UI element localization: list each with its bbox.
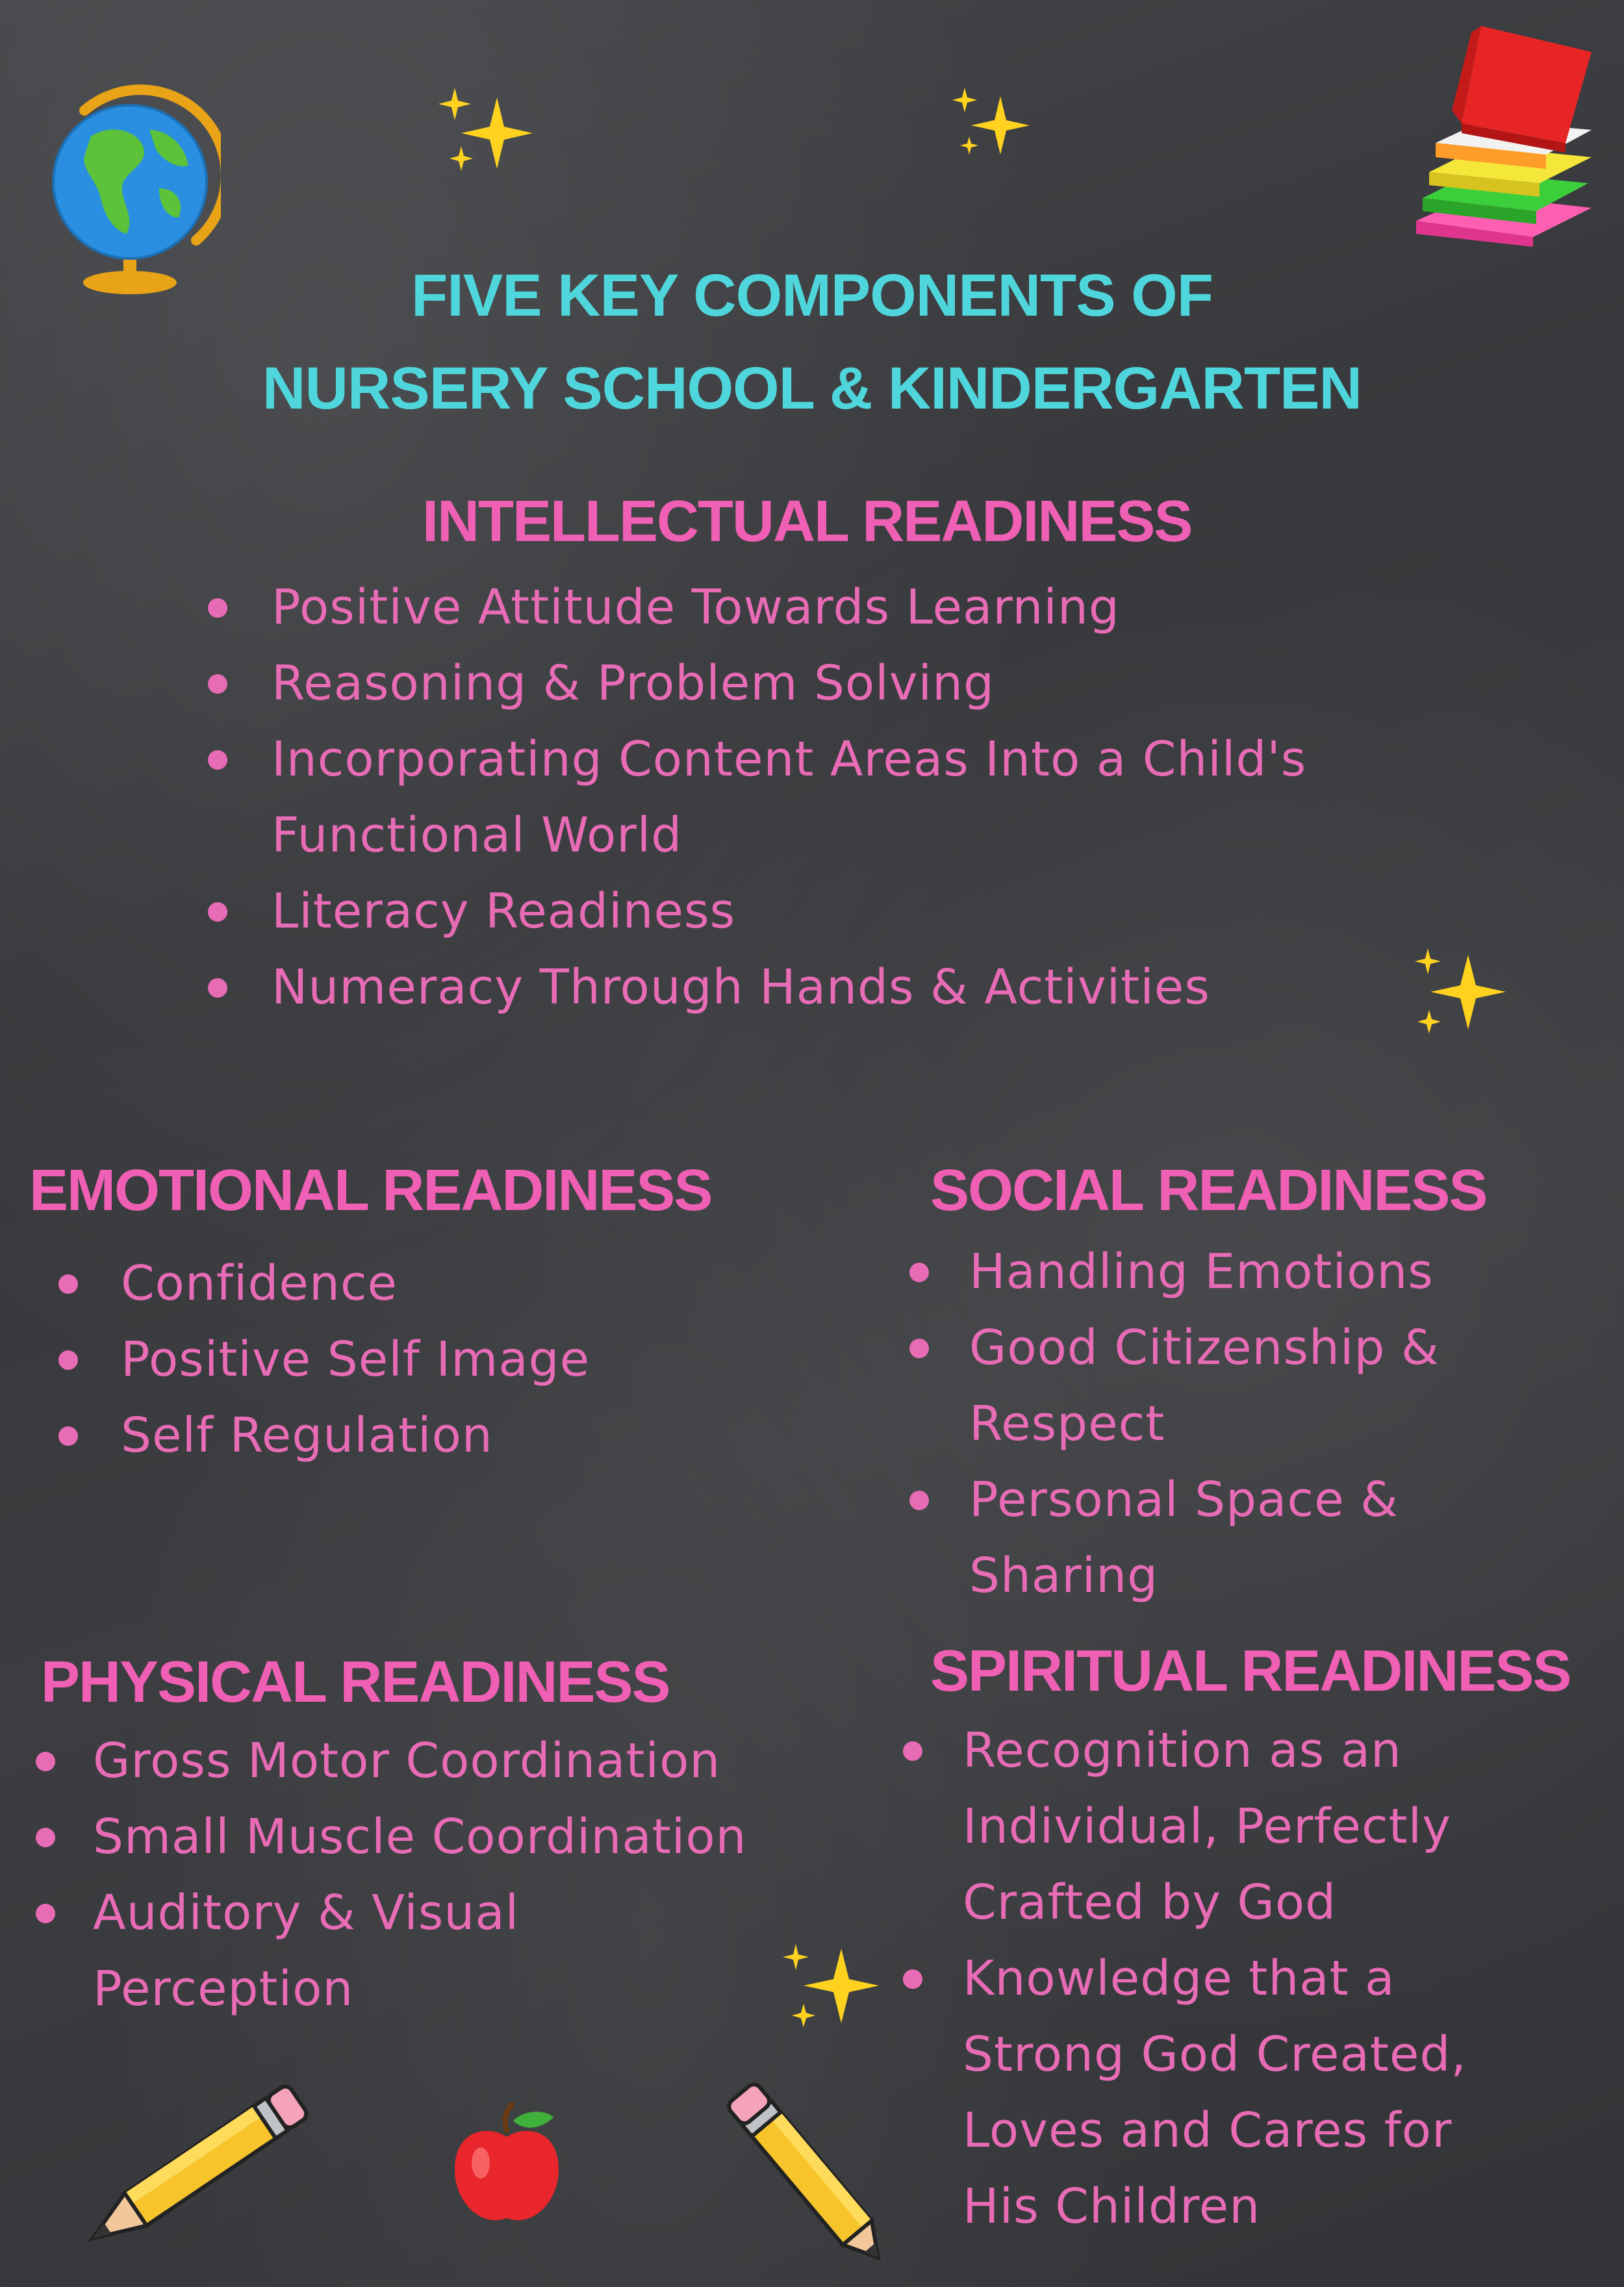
social-list [909,1234,1440,1614]
books-icon [1403,13,1605,247]
spiritual-list [903,1713,1467,2245]
list-item: Loves and Cares for [963,2103,1453,2158]
spiritual-heading: SPIRITUAL READINESS [930,1639,1571,1704]
emotional-list [58,1246,590,1474]
list-item: Sharing [969,1548,1159,1604]
sparkle-icon [776,1939,887,2036]
list-item: Individual, Perfectly [963,1799,1452,1854]
main-title-line-1: FIVE KEY COMPONENTS OF [411,262,1213,329]
list-item: Recognition as an [903,1713,1467,1789]
list-item: Perception [93,1961,354,2017]
physical-heading: PHYSICAL READINESS [41,1650,670,1715]
list-item: His Children [963,2179,1261,2234]
intellectual-heading: INTELLECTUAL READINESS [422,489,1192,554]
list-item: Positive Self Image [58,1322,590,1398]
pencil-icon [702,2066,916,2286]
list-item: Gross Motor Coordination [36,1723,747,1799]
list-item: Personal Space & [909,1462,1440,1538]
list-item: Good Citizenship & [909,1310,1440,1386]
list-item: Auditory & Visual [36,1875,747,1951]
list-item: Incorporating Content Areas Into a Child's [208,722,1306,798]
sparkle-icon [948,84,1039,162]
list-item: Confidence [58,1246,590,1322]
apple-icon [442,2101,572,2231]
list-item: Numeracy Through Hands & Activities [208,950,1306,1026]
list-item: Functional World [272,807,683,863]
list-item: Self Regulation [58,1398,590,1474]
sparkle-icon [435,84,546,182]
physical-list [36,1723,747,2027]
list-item: Knowledge that a [903,1941,1467,2017]
sparkle-icon [1410,945,1514,1042]
list-item: Small Muscle Coordination [36,1799,747,1875]
list-item: Crafted by God [963,1875,1337,1930]
pencil-icon [58,2072,331,2267]
intellectual-list [208,570,1306,1026]
list-item: Reasoning & Problem Solving [208,646,1306,722]
list-item: Positive Attitude Towards Learning [208,570,1306,646]
list-item: Respect [969,1396,1165,1452]
list-item: Literacy Readiness [208,874,1306,950]
list-item: Handling Emotions [909,1234,1440,1310]
social-heading: SOCIAL READINESS [930,1158,1487,1223]
main-title-line-2: NURSERY SCHOOL & KINDERGARTEN [262,355,1362,422]
list-item: Strong God Created, [963,2027,1467,2082]
emotional-heading: EMOTIONAL READINESS [29,1158,712,1223]
